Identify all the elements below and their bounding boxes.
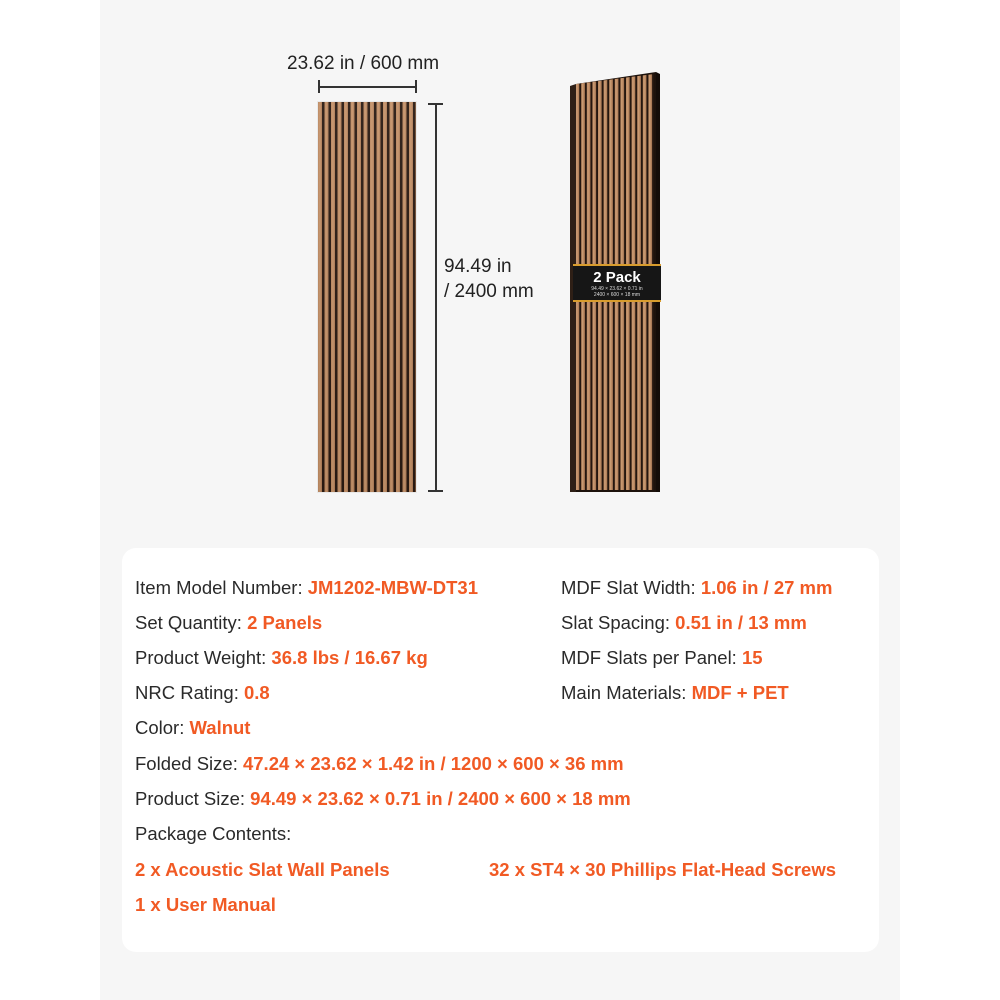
spec-model-label: Item Model Number: bbox=[135, 577, 303, 598]
spec-quantity bbox=[135, 611, 322, 635]
package-item: 32 x ST4 × 30 Phillips Flat-Head Screws bbox=[489, 859, 837, 880]
spec-slats-per-panel bbox=[561, 646, 763, 670]
spec-slats-per-panel-label: MDF Slats per Panel: bbox=[561, 647, 737, 668]
spec-weight-label: Product Weight: bbox=[135, 647, 267, 668]
pack-badge-dimensions-in: 94.49 × 23.62 × 0.71 in bbox=[591, 286, 643, 292]
spec-color bbox=[135, 716, 250, 740]
package-contents-label: Package Contents: bbox=[135, 823, 292, 844]
pack-badge-title: 2 Pack bbox=[593, 269, 641, 286]
spec-color-label: Color: bbox=[135, 717, 185, 738]
width-dimension-line bbox=[318, 86, 416, 88]
spec-materials bbox=[561, 681, 789, 705]
spec-folded-size-label: Folded Size: bbox=[135, 753, 238, 774]
height-dimension-label-line1: 94.49 in bbox=[444, 256, 512, 277]
spec-model-value: JM1202-MBW-DT31 bbox=[307, 577, 479, 598]
spec-materials-label: Main Materials: bbox=[561, 682, 687, 703]
slat-panel-front-view bbox=[318, 102, 416, 492]
spec-folded-size bbox=[135, 752, 624, 776]
spec-nrc-value: 0.8 bbox=[243, 682, 270, 703]
spec-model bbox=[135, 576, 478, 600]
spec-folded-size-value: 47.24 × 23.62 × 1.42 in / 1200 × 600 × 36 mm bbox=[242, 753, 624, 774]
spec-color-value: Walnut bbox=[189, 717, 251, 738]
spec-product-size-value: 94.49 × 23.62 × 0.71 in / 2400 × 600 × 18 mm bbox=[250, 788, 631, 809]
spec-slat-width-label: MDF Slat Width: bbox=[561, 577, 696, 598]
spec-product-size-label: Product Size: bbox=[135, 788, 246, 809]
spec-quantity-label: Set Quantity: bbox=[135, 612, 242, 633]
width-dimension-tick-left bbox=[318, 80, 320, 93]
package-item: 2 x Acoustic Slat Wall Panels bbox=[135, 859, 390, 880]
width-dimension-tick-right bbox=[415, 80, 417, 93]
spec-slat-spacing-label: Slat Spacing: bbox=[561, 612, 671, 633]
width-dimension-label: 23.62 in / 600 mm bbox=[287, 53, 440, 74]
height-dimension-tick-bottom bbox=[428, 490, 443, 492]
spec-quantity-value: 2 Panels bbox=[247, 612, 323, 633]
pack-badge-dimensions-mm: 2400 × 600 × 18 mm bbox=[593, 292, 641, 298]
spec-slat-spacing bbox=[561, 611, 807, 635]
spec-slat-spacing-value: 0.51 in / 13 mm bbox=[675, 612, 807, 633]
spec-weight bbox=[135, 646, 428, 670]
spec-weight-value: 36.8 lbs / 16.67 kg bbox=[271, 647, 428, 668]
height-dimension-line bbox=[435, 103, 437, 491]
height-dimension-label-line2: / 2400 mm bbox=[444, 281, 534, 302]
pack-badge bbox=[573, 264, 661, 302]
spec-nrc-label: NRC Rating: bbox=[135, 682, 239, 703]
spec-slat-width-value: 1.06 in / 27 mm bbox=[700, 577, 833, 598]
spec-slat-width bbox=[561, 576, 832, 600]
package-item: 1 x User Manual bbox=[135, 894, 276, 915]
spec-nrc bbox=[135, 681, 270, 705]
height-dimension-tick-top bbox=[428, 103, 443, 105]
spec-slats-per-panel-value: 15 bbox=[741, 647, 763, 668]
spec-materials-value: MDF + PET bbox=[691, 682, 789, 703]
spec-product-size bbox=[135, 787, 631, 811]
spec-card bbox=[122, 548, 879, 952]
